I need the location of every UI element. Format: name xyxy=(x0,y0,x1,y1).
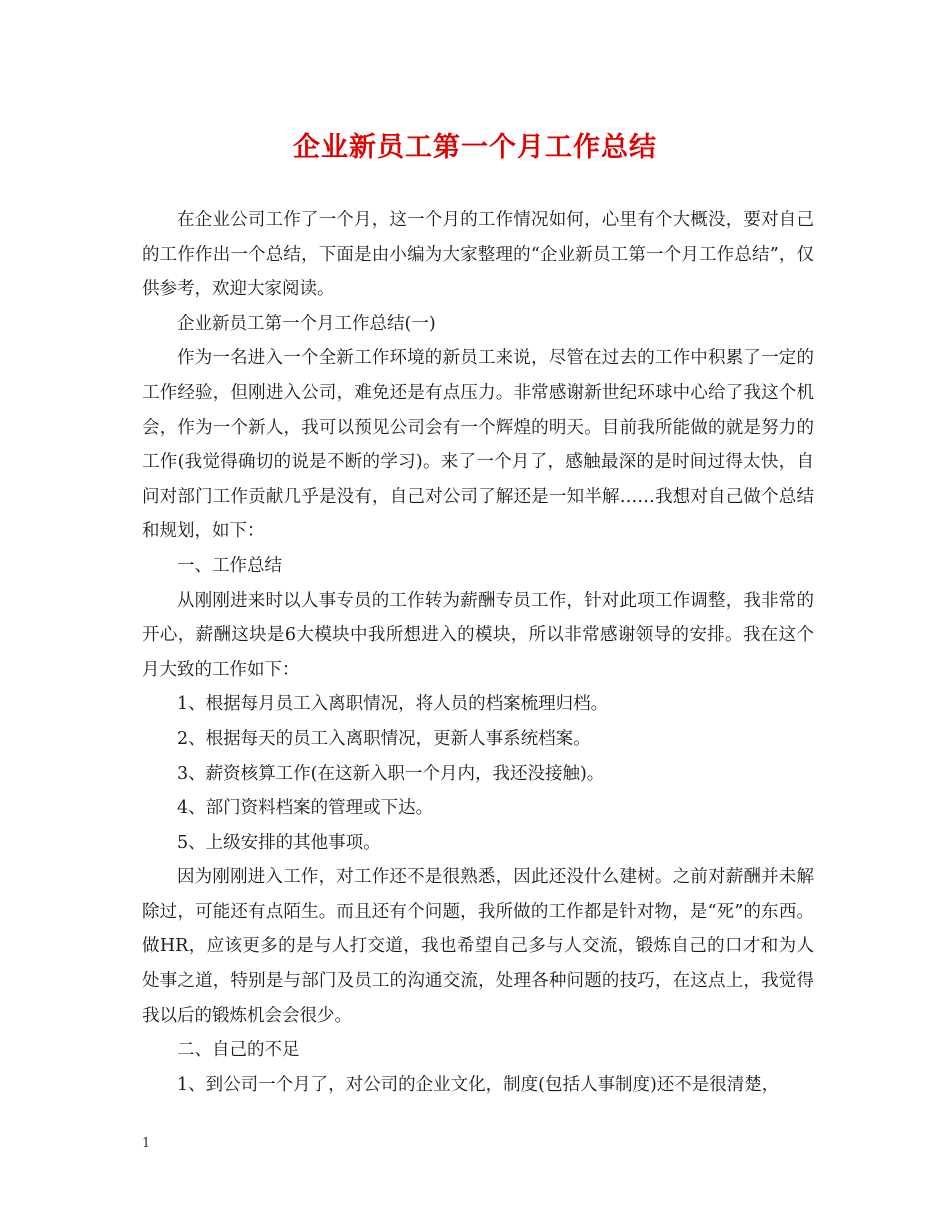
paragraph: 从刚刚进来时以人事专员的工作转为薪酬专员工作，针对此项工作调整，我非常的开心，薪酬这块是6大模块中我所想进入的模块，所以非常感谢领导的安排。我在这个月大致的工作如下： xyxy=(142,590,814,680)
section-heading-part-one: 企业新员工第一个月工作总结(一) xyxy=(177,313,436,334)
list-item: 5、上级安排的其他事项。 xyxy=(177,832,381,853)
document-title: 企业新员工第一个月工作总结 xyxy=(293,132,657,163)
list-item: 4、部门资料档案的管理或下达。 xyxy=(177,798,434,819)
paragraph: 作为一名进入一个全新工作环境的新员工来说，尽管在过去的工作中积累了一定的工作经验，但刚进入公司，难免还是有点压力。非常感谢新世纪环球中心给了我这个机会，作为一个新人，我可以预见公司会有一个辉煌的明天。目前我所能做的就是努力的工作(我觉得确切的说是不断的学习)。来了一个月了，感触最深的是时间过得太快，自问对部门工作贡献几乎是没有，自己对公司了解还是一知半解……我想对自己做个总结和规划，如下： xyxy=(142,348,814,542)
list-item: 1、根据每月员工入离职情况，将人员的档案梳理归档。 xyxy=(177,694,609,715)
section-heading-work-summary: 一、工作总结 xyxy=(177,555,282,576)
paragraph: 因为刚刚进入工作，对工作还不是很熟悉，因此还没什么建树。之前对薪酬并未解除过，可能还有点陌生。而且还有个问题，我所做的工作都是针对物，是“死”的东西。做HR，应该更多的是与人打交道，我也希望自己多与人交流，锻炼自己的口才和为人处事之道，特别是与部门及员工的沟通交流，处理各种问题的技巧，在这点上，我觉得我以后的锻炼机会会很少。 xyxy=(142,867,814,1026)
section-heading-shortcomings: 二、自己的不足 xyxy=(177,1040,300,1061)
list-item: 3、薪资核算工作(在这新入职一个月内，我还没接触)。 xyxy=(177,763,605,784)
page-number: 1 xyxy=(142,1136,151,1151)
list-item: 2、根据每天的员工入离职情况，更新人事系统档案。 xyxy=(177,728,591,749)
list-item: 1、到公司一个月了，对公司的企业文化，制度(包括人事制度)还不是很清楚， xyxy=(177,1074,780,1095)
paragraph-intro: 在企业公司工作了一个月，这一个月的工作情况如何，心里有个大概没，要对自己的工作作出一个总结，下面是由小编为大家整理的“企业新员工第一个月工作总结”，仅供参考，欢迎大家阅读。 xyxy=(142,210,814,300)
document-body xyxy=(142,203,814,1102)
